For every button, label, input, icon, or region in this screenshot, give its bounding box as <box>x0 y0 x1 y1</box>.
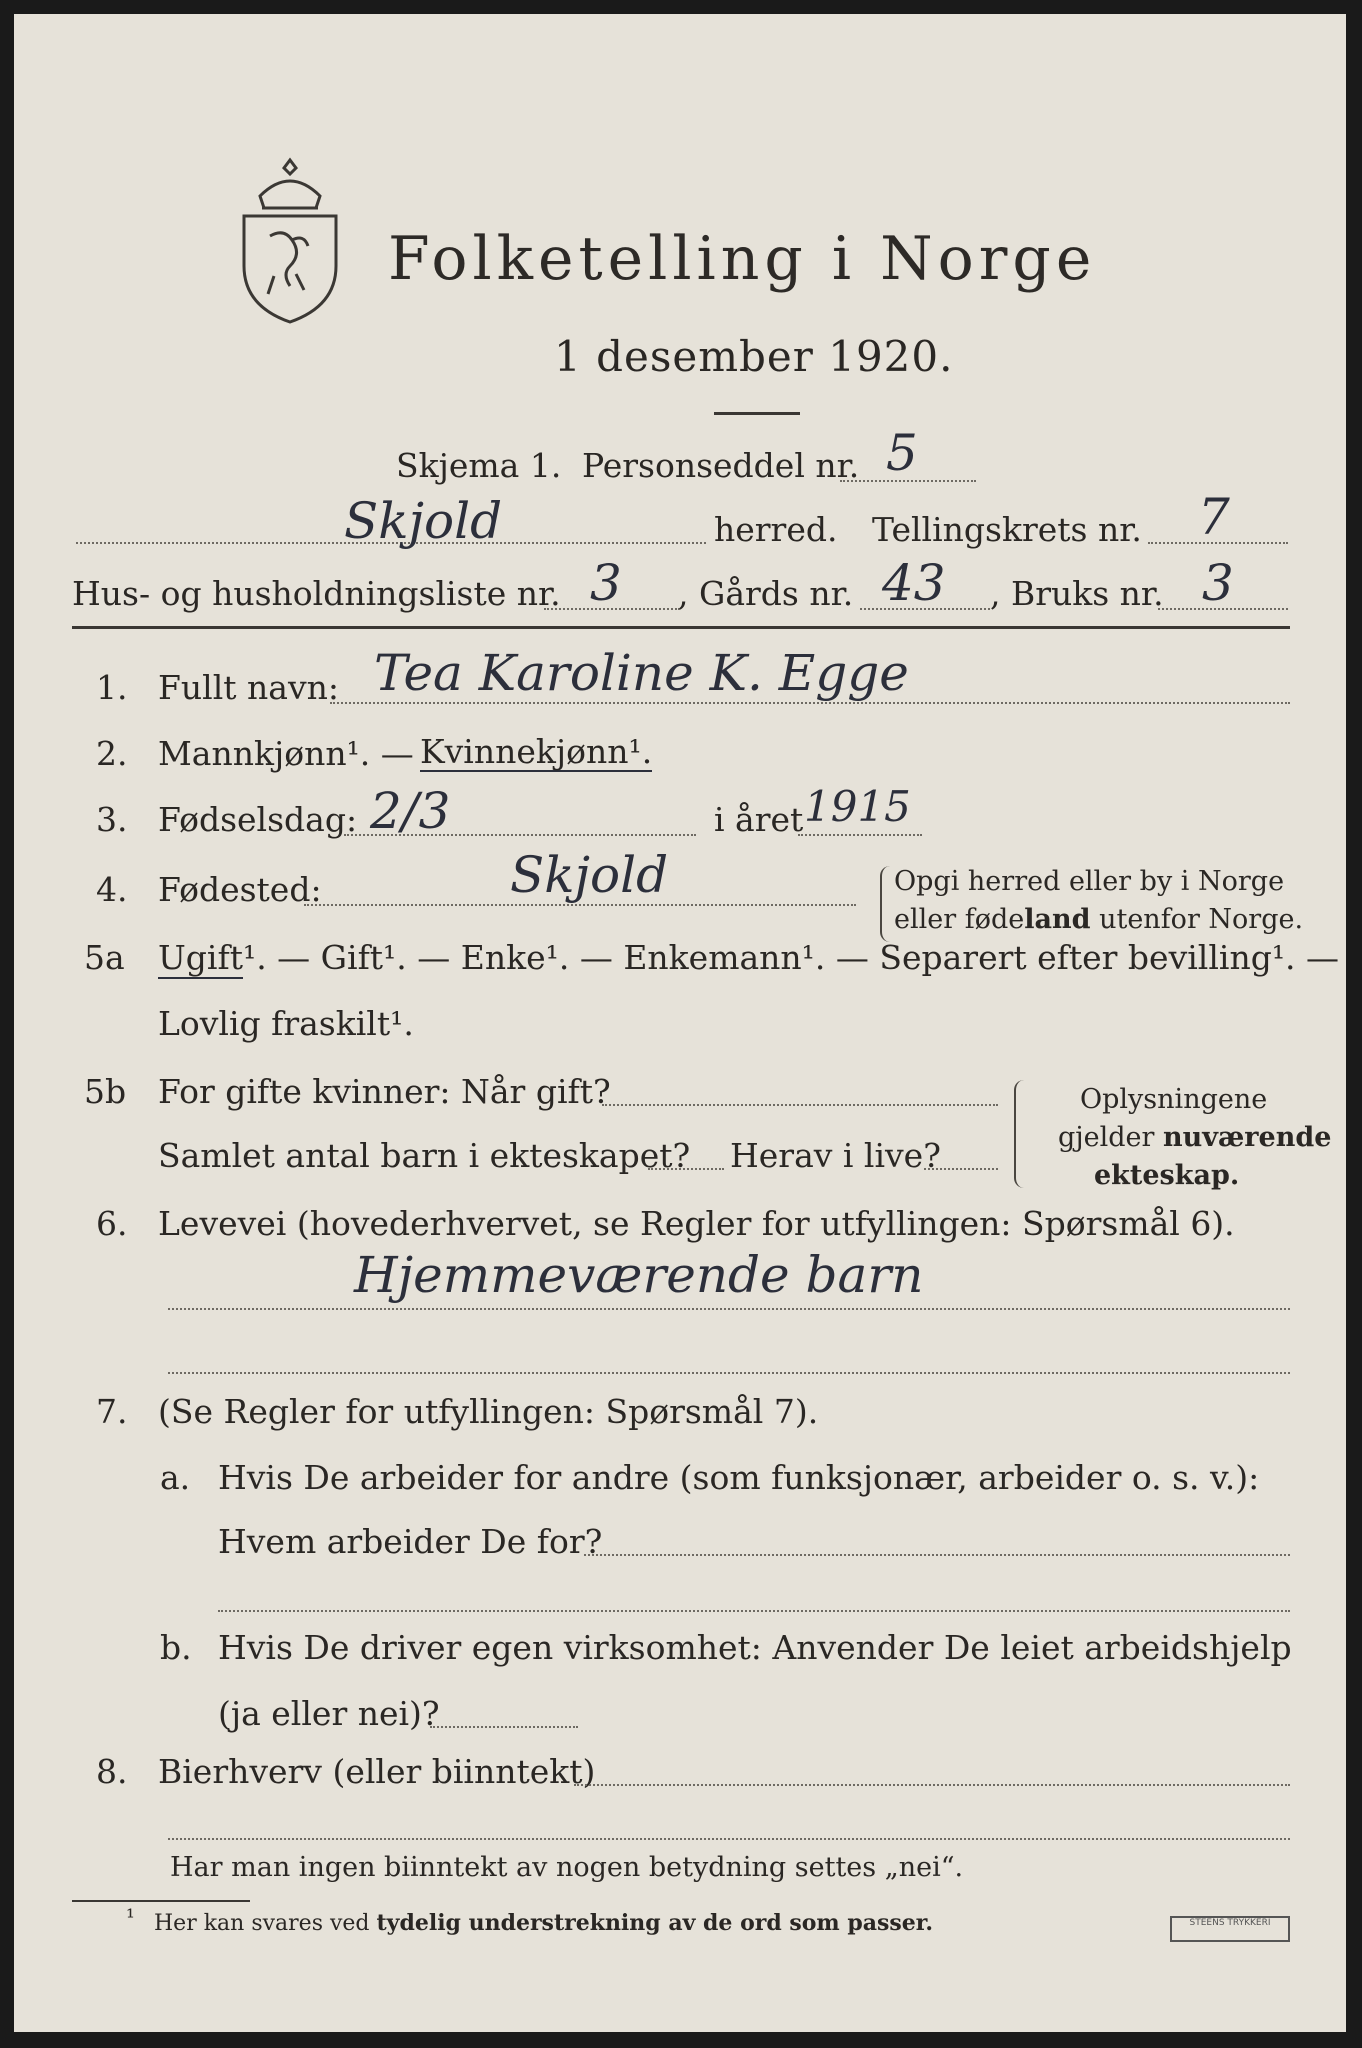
q2-female: Kvinnekjønn¹. <box>420 732 653 771</box>
q5b-note2: gjelder nuværende <box>1058 1122 1332 1153</box>
q1-number: 1. <box>96 668 128 707</box>
q5b-label1: For gifte kvinner: Når gift? <box>158 1072 611 1111</box>
tellingskrets-label: Tellingskrets nr. <box>872 510 1142 549</box>
q5b-note1: Oplysningene <box>1080 1084 1268 1115</box>
q6-number: 6. <box>96 1204 128 1243</box>
skjema-label: Skjema 1. <box>396 446 562 485</box>
q5b-barn-line <box>648 1168 724 1170</box>
bruks-label: , Bruks nr. <box>990 574 1164 613</box>
q7a-line2 <box>218 1610 1290 1612</box>
q3-label: Fødselsdag: <box>158 800 358 839</box>
herred-value: Skjold <box>344 492 503 550</box>
q5b-label2: Samlet antal barn i ekteskapet? <box>158 1136 691 1175</box>
q8-line2 <box>168 1838 1290 1840</box>
q5a-line2: Lovlig fraskilt¹. <box>158 1004 414 1043</box>
husliste-value: 3 <box>590 554 622 612</box>
q5a-number: 5a <box>84 938 125 977</box>
footnote-text: Her kan svares ved tydelig understrekning av de ord som passer. <box>154 1910 934 1936</box>
husliste-label: Hus- og husholdningsliste nr. <box>72 574 561 613</box>
header-divider <box>72 626 1290 629</box>
personseddel-label: Personseddel nr. <box>582 446 860 485</box>
q7a-label: Hvis De arbeider for andre (som funksjonær, arbeider o. s. v.): <box>218 1458 1260 1497</box>
q7a-number: a. <box>160 1458 191 1497</box>
q5a-options: Ugift¹. — Gift¹. — Enke¹. — Enkemann¹. — Separert efter bevilling¹. — <box>158 938 1340 977</box>
herred-label: herred. <box>714 510 838 549</box>
q5b-number: 5b <box>84 1072 127 1111</box>
q7a-line1 <box>584 1554 1290 1556</box>
form-title: Folketelling i Norge <box>388 224 1097 294</box>
q7b-label: Hvis De driver egen virksomhet: Anvender De leiet arbeidshjelp <box>218 1628 1292 1667</box>
q5b-brace <box>1014 1080 1026 1188</box>
q1-label: Fullt navn: <box>158 668 339 707</box>
q7b-line <box>430 1726 578 1728</box>
q3-year-value: 1915 <box>804 782 911 831</box>
q6-line2 <box>168 1372 1290 1374</box>
printer-stamp: STEENS TRYKKERI <box>1170 1916 1290 1942</box>
q6-occupation-value: Hjemmeværende barn <box>354 1246 924 1304</box>
q8-number: 8. <box>96 1752 128 1791</box>
gards-label: , Gårds nr. <box>678 574 854 613</box>
q6-line1 <box>168 1308 1290 1310</box>
q2-number: 2. <box>96 734 128 773</box>
q3-number: 3. <box>96 800 128 839</box>
q4-label: Fødested: <box>158 870 322 909</box>
q4-brace <box>880 866 892 942</box>
census-date: 1 desember 1920. <box>554 332 954 381</box>
q7b-number: b. <box>160 1628 192 1667</box>
q6-label: Levevei (hovederhvervet, se Regler for utfyllingen: Spørsmål 6). <box>158 1204 1235 1243</box>
q8-label: Bierhverv (eller biinntekt) <box>158 1752 596 1791</box>
q7a-label2: Hvem arbeider De for? <box>218 1522 603 1561</box>
q4-line <box>304 904 856 906</box>
tellingskrets-value: 7 <box>1198 488 1230 546</box>
q4-birthplace-value: Skjold <box>510 846 669 904</box>
footnote-divider <box>72 1900 250 1902</box>
q7-label: (Se Regler for utfyllingen: Spørsmål 7). <box>158 1392 819 1431</box>
q7-number: 7. <box>96 1392 128 1431</box>
q1-name-value: Tea Karoline K. Egge <box>374 644 909 702</box>
personseddel-value: 5 <box>886 424 918 482</box>
q4-note-line1: Opgi herred eller by i Norge <box>894 866 1285 897</box>
title-divider <box>714 412 800 415</box>
q8-line1 <box>574 1784 1290 1786</box>
q3-year-label: i året <box>714 800 804 839</box>
q5b-note3: ekteskap. <box>1094 1160 1240 1191</box>
q5b-gift-line <box>602 1104 998 1106</box>
q2-male: Mannkjønn¹. — <box>158 734 414 773</box>
q3-day-value: 2/3 <box>370 782 451 840</box>
q5b-live-line <box>924 1168 998 1170</box>
q5b-label3: Herav i live? <box>730 1136 941 1175</box>
norway-coat-of-arms-icon <box>234 156 346 326</box>
footnote-mark: ¹ <box>126 1906 135 1931</box>
gards-value: 43 <box>882 554 946 612</box>
q4-note-line2: eller fødeland utenfor Norge. <box>894 904 1304 935</box>
q3-year-line <box>798 834 922 836</box>
q7b-label2: (ja eller nei)? <box>218 1694 440 1733</box>
census-form <box>14 14 1346 2032</box>
q5a-ugift-selected: Ugift <box>158 938 243 977</box>
bruks-value: 3 <box>1202 554 1234 612</box>
q4-number: 4. <box>96 870 128 909</box>
q1-line <box>330 702 1290 704</box>
q8-note: Har man ingen biinntekt av nogen betydning settes „nei“. <box>170 1852 964 1883</box>
